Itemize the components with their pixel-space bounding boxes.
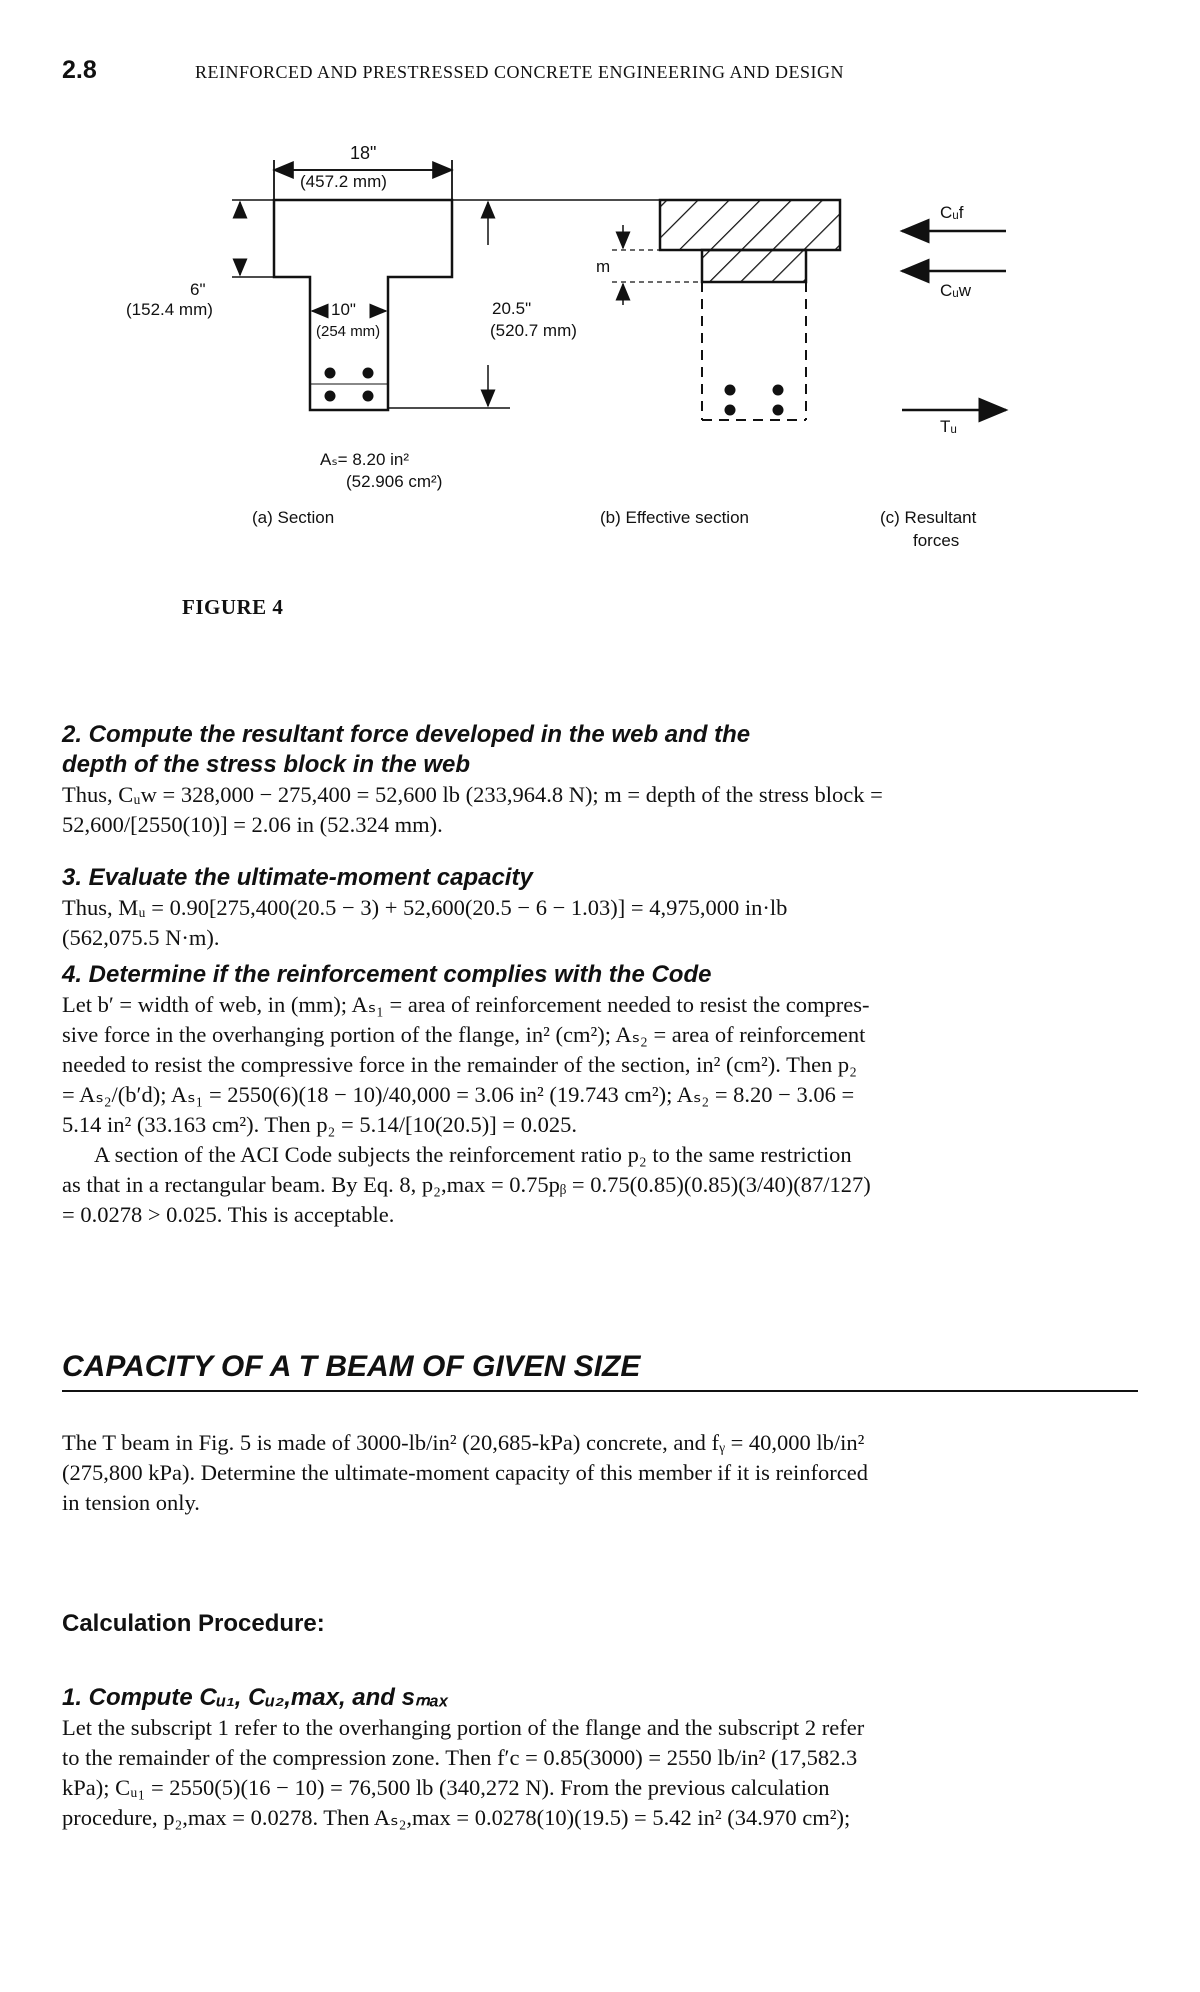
step-4-p1-line3: needed to resist the compressive force in the remainder of the section, in² (cm²). Then p₂ <box>62 1052 858 1077</box>
step-4-p1-line5: 5.14 in² (33.163 cm²). Then p₂ = 5.14/[10(20.5)] = 0.025. <box>62 1112 577 1137</box>
running-header <box>62 56 1142 96</box>
step-2 <box>62 720 1138 840</box>
dim-flange-thick-si: (152.4 mm) <box>126 300 213 319</box>
intro-line3: in tension only. <box>62 1490 200 1515</box>
label-m: m <box>596 257 611 276</box>
dim-flange-width-si: (457.2 mm) <box>300 172 387 191</box>
step-4-p2-line2: as that in a rectangular beam. By Eq. 8, p₂,max = 0.75pᵦ = 0.75(0.85)(0.85)(3/40)(87/127) <box>62 1172 871 1197</box>
dim-web-width-si: (254 mm) <box>316 323 381 340</box>
dim-flange-thick: 6" <box>190 280 206 299</box>
step-4 <box>62 960 1138 1230</box>
dim-flange-width: 18" <box>350 143 377 163</box>
procedure-line4: procedure, p₂,max = 0.0278. Then Aₛ₂,max = 0.0278(10)(19.5) = 5.42 in² (34.970 cm²); <box>62 1805 851 1830</box>
step-4-p2-line1: A section of the ACI Code subjects the reinforcement ratio p₂ to the same restriction <box>94 1142 852 1167</box>
caption-a: (a) Section <box>252 508 335 527</box>
force-cuw: Cᵤw <box>940 281 972 300</box>
step-2-heading-line1: 2. Compute the resultant force developed in the web and the <box>62 721 751 748</box>
figure-4 <box>126 125 1030 585</box>
step-3-line2: (562,075.5 N·m). <box>62 925 220 950</box>
procedure-step-1 <box>62 1683 1138 1833</box>
dim-depth: 20.5" <box>492 299 532 318</box>
caption-b: (b) Effective section <box>600 508 749 527</box>
running-title: REINFORCED AND PRESTRESSED CONCRETE ENGINEERING AND DESIGN <box>195 62 845 82</box>
procedure-line1: Let the subscript 1 refer to the overhanging portion of the flange and the subscript 2 refer <box>62 1715 865 1740</box>
steel-area: Aₛ= 8.20 in² <box>320 450 410 469</box>
step-4-p2-line3: = 0.0278 > 0.025. This is acceptable. <box>62 1202 395 1227</box>
procedure-line2: to the remainder of the compression zone. Then f′c = 0.85(3000) = 2550 lb/in² (17,582.3 <box>62 1745 858 1770</box>
page-number: 2.8 <box>62 56 97 84</box>
step-2-line1: Thus, Cᵤw = 328,000 − 275,400 = 52,600 lb (233,964.8 N); m = depth of the stress block = <box>62 782 883 807</box>
caption-c-line2: forces <box>913 531 960 550</box>
dim-web-width: 10" <box>331 300 356 319</box>
section-intro <box>62 1428 1138 1518</box>
procedure-step-1-heading: 1. Compute Cᵤ₁, Cᵤ₂,max, and sₘₐₓ <box>62 1684 449 1711</box>
steel-area-si: (52.906 cm²) <box>346 472 443 491</box>
section-heading: CAPACITY OF A T BEAM OF GIVEN SIZE <box>62 1350 1138 1392</box>
intro-line1: The T beam in Fig. 5 is made of 3000-lb/in² (20,685-kPa) concrete, and fᵧ = 40,000 lb/in² <box>62 1430 865 1455</box>
step-3 <box>62 863 1138 953</box>
intro-line2: (275,800 kPa). Determine the ultimate-moment capacity of this member if it is reinforced <box>62 1460 869 1485</box>
step-2-line2: 52,600/[2550(10)] = 2.06 in (52.324 mm). <box>62 812 443 837</box>
procedure-line3: kPa); Cᵤ₁ = 2550(5)(16 − 10) = 76,500 lb (340,272 N). From the previous calculation <box>62 1775 830 1800</box>
section-b <box>612 200 840 420</box>
procedure-heading: Calculation Procedure: <box>62 1610 325 1637</box>
force-tu: Tᵤ <box>940 417 957 436</box>
step-4-heading: 4. Determine if the reinforcement complies with the Code <box>62 961 712 988</box>
step-4-p1-line2: sive force in the overhanging portion of the flange, in² (cm²); Aₛ₂ = area of reinforcement <box>62 1022 866 1047</box>
section-c <box>902 231 1006 410</box>
dim-depth-si: (520.7 mm) <box>490 321 577 340</box>
step-4-p1-line4: = Aₛ₂/(b′d); Aₛ₁ = 2550(6)(18 − 10)/40,000 = 3.06 in² (19.743 cm²); Aₛ₂ = 8.20 − 3.06 = <box>62 1082 855 1107</box>
figure-caption: FIGURE 4 <box>182 595 284 619</box>
step-2-heading-line2: depth of the stress block in the web <box>62 751 471 778</box>
step-3-line1: Thus, Mᵤ = 0.90[275,400(20.5 − 3) + 52,600(20.5 − 6 − 1.03)] = 4,975,000 in·lb <box>62 895 788 920</box>
caption-c-line1: (c) Resultant <box>880 508 977 527</box>
section-a <box>232 160 710 410</box>
force-cuf: Cᵤf <box>940 203 964 222</box>
step-4-p1-line1: Let b′ = width of web, in (mm); Aₛ₁ = area of reinforcement needed to resist the compres- <box>62 992 870 1017</box>
step-3-heading: 3. Evaluate the ultimate-moment capacity <box>62 864 533 891</box>
